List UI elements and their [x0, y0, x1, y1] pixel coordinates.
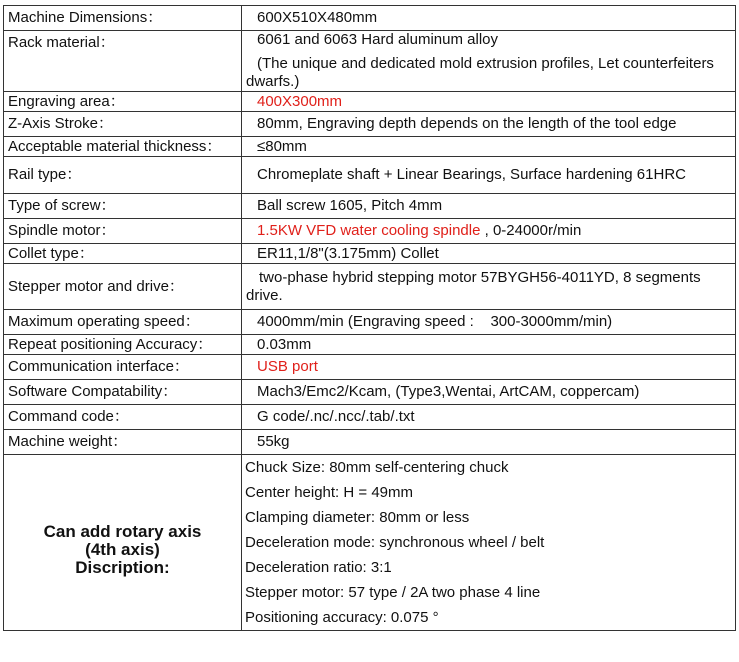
row-value: Chromeplate shaft + Linear Bearings, Surface hardening 61HRC — [242, 157, 736, 194]
table-row — [4, 31, 736, 92]
row-value — [242, 219, 736, 244]
row-value — [242, 31, 736, 92]
row-label: Machine Dimensions： — [4, 6, 242, 31]
table-row — [4, 92, 736, 112]
value-highlight: 1.5KW VFD water cooling spindle — [257, 222, 481, 239]
table-row — [4, 6, 736, 31]
list-item: Clamping diameter: 80mm or less — [245, 509, 470, 526]
row-label: Repeat positioning Accuracy： — [4, 335, 242, 355]
row-value: 4000mm/min (Engraving speed : 300-3000mm/min) — [242, 310, 736, 335]
list-item: Deceleration mode: synchronous wheel / belt — [245, 534, 545, 551]
table-row — [4, 430, 736, 455]
row-value: Ball screw 1605, Pitch 4mm — [242, 194, 736, 219]
rotary-title-line: Discription: — [75, 557, 170, 577]
row-label: Spindle motor： — [4, 219, 242, 244]
rotary-row — [4, 455, 736, 631]
row-label: Stepper motor and drive： — [4, 264, 242, 310]
row-label: Machine weight： — [4, 430, 242, 455]
row-label: Collet type： — [4, 244, 242, 264]
table-row — [4, 355, 736, 380]
table-row — [4, 194, 736, 219]
value-line: 6061 and 6063 Hard aluminum alloy — [257, 31, 498, 48]
value-line: drive. — [246, 286, 283, 304]
rotary-title-line: (4th axis) — [85, 539, 160, 559]
row-label: Software Compatability： — [4, 380, 242, 405]
list-item: Center height: H = 49mm — [245, 484, 413, 501]
row-value: G code/.nc/.ncc/.tab/.txt — [242, 405, 736, 430]
rotary-title-line: Can add rotary axis — [43, 521, 202, 541]
row-value: 55kg — [242, 430, 736, 455]
row-label: Maximum operating speed： — [4, 310, 242, 335]
row-label: Rail type： — [4, 157, 242, 194]
row-label: Communication interface： — [4, 355, 242, 380]
row-value: 600X510X480mm — [242, 6, 736, 31]
row-value: ≤80mm — [242, 137, 736, 157]
list-item: Chuck Size: 80mm self-centering chuck — [245, 459, 509, 476]
row-label: Type of screw： — [4, 194, 242, 219]
table-row — [4, 112, 736, 137]
value-line: (The unique and dedicated mold extrusion profiles, Let counterfeiters — [257, 55, 714, 72]
row-value: USB port — [242, 355, 736, 380]
value-line: two-phase hybrid stepping motor 57BYGH56-4011YD, 8 segments — [259, 268, 701, 286]
row-value — [242, 264, 736, 310]
row-value: 0.03mm — [242, 335, 736, 355]
row-value: Mach3/Emc2/Kcam, (Type3,Wentai, ArtCAM, coppercam) — [242, 380, 736, 405]
value-rest: , 0-24000r/min — [480, 222, 582, 239]
table-row — [4, 264, 736, 310]
row-label: Rack material： — [4, 31, 242, 92]
spec-table-wrapper — [3, 5, 736, 631]
table-row — [4, 157, 736, 194]
table-row — [4, 244, 736, 264]
row-label: Z-Axis Stroke： — [4, 112, 242, 137]
value-line: dwarfs.) — [246, 73, 300, 90]
list-item: Deceleration ratio: 3:1 — [245, 559, 392, 576]
row-label: Acceptable material thickness： — [4, 137, 242, 157]
row-label: Command code： — [4, 405, 242, 430]
spec-table — [3, 5, 736, 631]
table-row — [4, 405, 736, 430]
rotary-title — [4, 455, 242, 631]
table-row — [4, 335, 736, 355]
table-row — [4, 219, 736, 244]
row-value: 400X300mm — [242, 92, 736, 112]
rotary-items — [242, 455, 736, 631]
list-item: Positioning accuracy: 0.075 ° — [245, 609, 439, 626]
list-item: Stepper motor: 57 type / 2A two phase 4 line — [245, 584, 541, 601]
table-row — [4, 380, 736, 405]
row-value: ER11,1/8"(3.175mm) Collet — [242, 244, 736, 264]
table-row — [4, 137, 736, 157]
table-row — [4, 310, 736, 335]
row-label: Engraving area： — [4, 92, 242, 112]
row-value: 80mm, Engraving depth depends on the length of the tool edge — [242, 112, 736, 137]
